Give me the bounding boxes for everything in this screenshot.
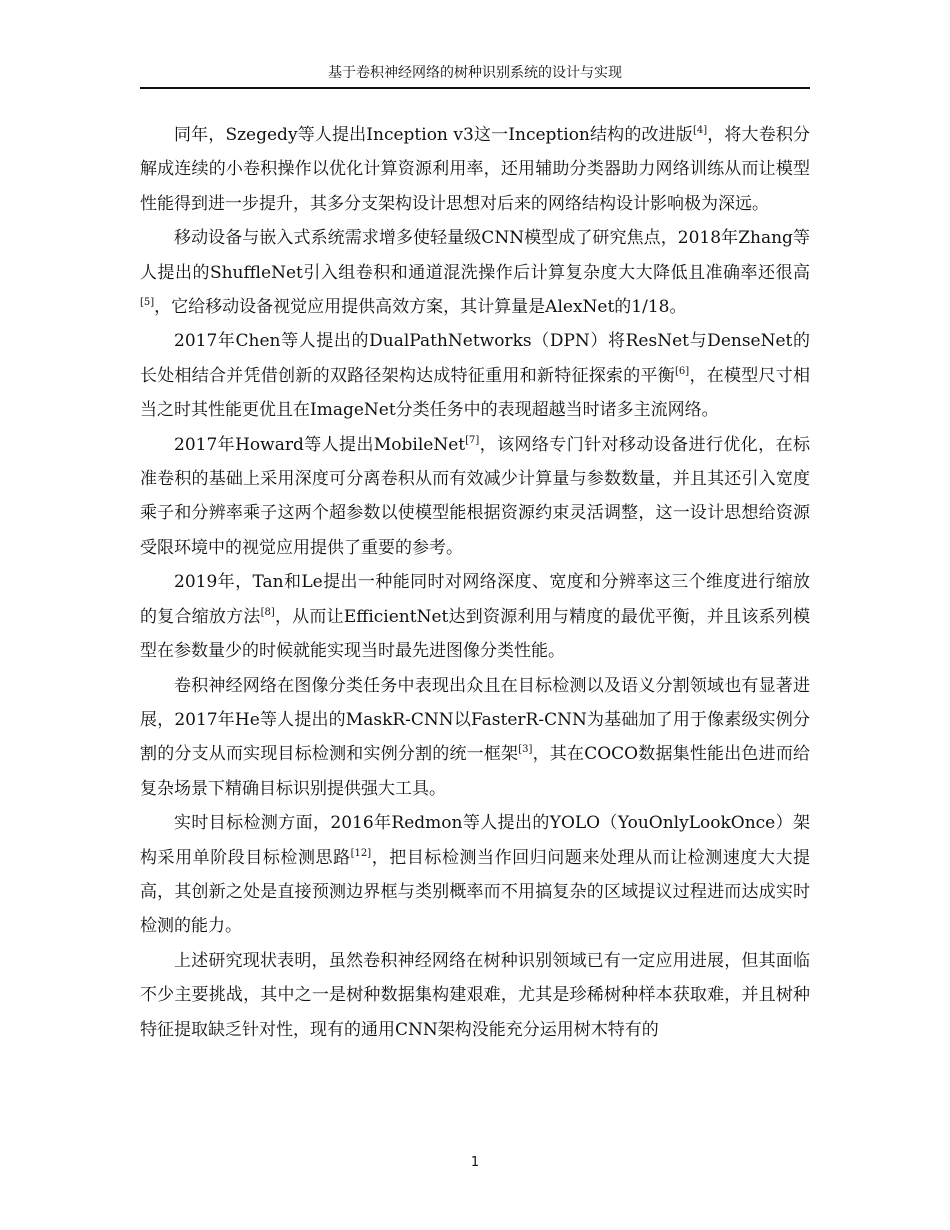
running-header: 基于卷积神经网络的树种识别系统的设计与实现 (328, 65, 622, 81)
paragraph-text: ，将大卷积分解成连续的小卷积操作以优化计算资源利用率，还用辅助分类器助力网络训练从而让模型性能得到进一步提升，其多分支架构设计思想对后来的网络结构设计影响极为深远。 (140, 125, 811, 214)
paragraph-yolo (140, 806, 810, 944)
paragraph-challenges (140, 944, 810, 1047)
citation: [12] (350, 847, 372, 859)
page-number: 1 (470, 1155, 480, 1170)
paragraph-efficientnet (140, 565, 810, 668)
paragraph-text: 2017年Chen等人提出的DualPathNetworks（DPN）将ResNet与DenseNet的长处相结合并凭借创新的双路径架构达成特征重用和新特征探索的平衡 (140, 331, 810, 386)
paragraph-text: 2019年，Tan和Le提出一种能同时对网络深度、宽度和分辨率这三个维度进行缩放的复合缩放方法 (140, 572, 810, 627)
citation: [3] (518, 744, 533, 756)
paragraph-text: ，从而让EfficientNet达到资源利用与精度的最优平衡，并且该系列模型在参数量少的时候就能实现当时最先进图像分类性能。 (140, 606, 810, 662)
paragraph-text: 实时目标检测方面，2016年Redmon等人提出的YOLO（YouOnlyLookOnce）架构采用单阶段目标检测思路 (140, 813, 810, 868)
paragraph-inception-v3 (140, 118, 810, 221)
paragraph-text: ，该网络专门针对移动设备进行优化，在标准卷积的基础上采用深度可分离卷积从而有效减少计算量与参数数量，并且其还引入宽度乘子和分辨率乘子这两个超参数以使模型能根据资源约束灵活调整，这一设计思想给资源受限环境中的视觉应用提供了重要的参考。 (140, 434, 810, 558)
header-rule (140, 87, 810, 89)
paragraph-text: ，在模型尺寸相当之时其性能更优且在ImageNet分类任务中的表现超越当时诸多主流网络。 (140, 365, 811, 421)
paragraph-text: ，它给移动设备视觉应用提供高效方案，其计算量是AlexNet的1/18。 (154, 297, 687, 318)
paragraph-text: 卷积神经网络在图像分类任务中表现出众且在目标检测以及语义分割领域也有显著进展，2017年He等人提出的MaskR-CNN以FasterR-CNN为基础加了用于像素级实例分割的分支从而实现目标检测和实例分割的统一框架 (140, 675, 810, 765)
paragraph-text: ，其在COCO数据集性能出色进而给复杂场景下精确目标识别提供强大工具。 (140, 744, 811, 799)
paragraph-text: ，把目标检测当作回归问题来处理从而让检测速度大大提高，其创新之处是直接预测边界框与类别概率而不用搞复杂的区域提议过程进而达成实时检测的能力。 (140, 847, 811, 937)
paragraph-mobilenet (140, 428, 810, 566)
body-text (140, 118, 810, 1047)
paragraph-text: 2017年Howard等人提出MobileNet (174, 434, 466, 455)
paragraph-text: 移动设备与嵌入式系统需求增多使轻量级CNN模型成了研究焦点，2018年Zhang等人提出的ShuffleNet引入组卷积和通道混洗操作后计算复杂度大大降低且准确率还很高 (140, 228, 810, 283)
paragraph-text: 同年，Szegedy等人提出Inception v3这一Inception结构的改进版 (174, 125, 693, 145)
paragraph-dpn (140, 324, 810, 427)
citation: [5] (140, 297, 155, 309)
citation: [4] (692, 125, 708, 136)
paragraph-shufflenet (140, 221, 810, 324)
citation: [8] (260, 606, 275, 618)
citation: [7] (465, 434, 480, 446)
citation: [6] (675, 365, 690, 377)
paragraph-mask-rcnn (140, 669, 810, 807)
paragraph-text: 上述研究现状表明，虽然卷积神经网络在树种识别领域已有一定应用进展，但其面临不少主要挑战，其中之一是树种数据集构建艰难，尤其是珍稀树种样本获取难，并且树种特征提取缺乏针对性，现有的通用CNN架构没能充分运用树木特有的 (140, 950, 810, 1040)
